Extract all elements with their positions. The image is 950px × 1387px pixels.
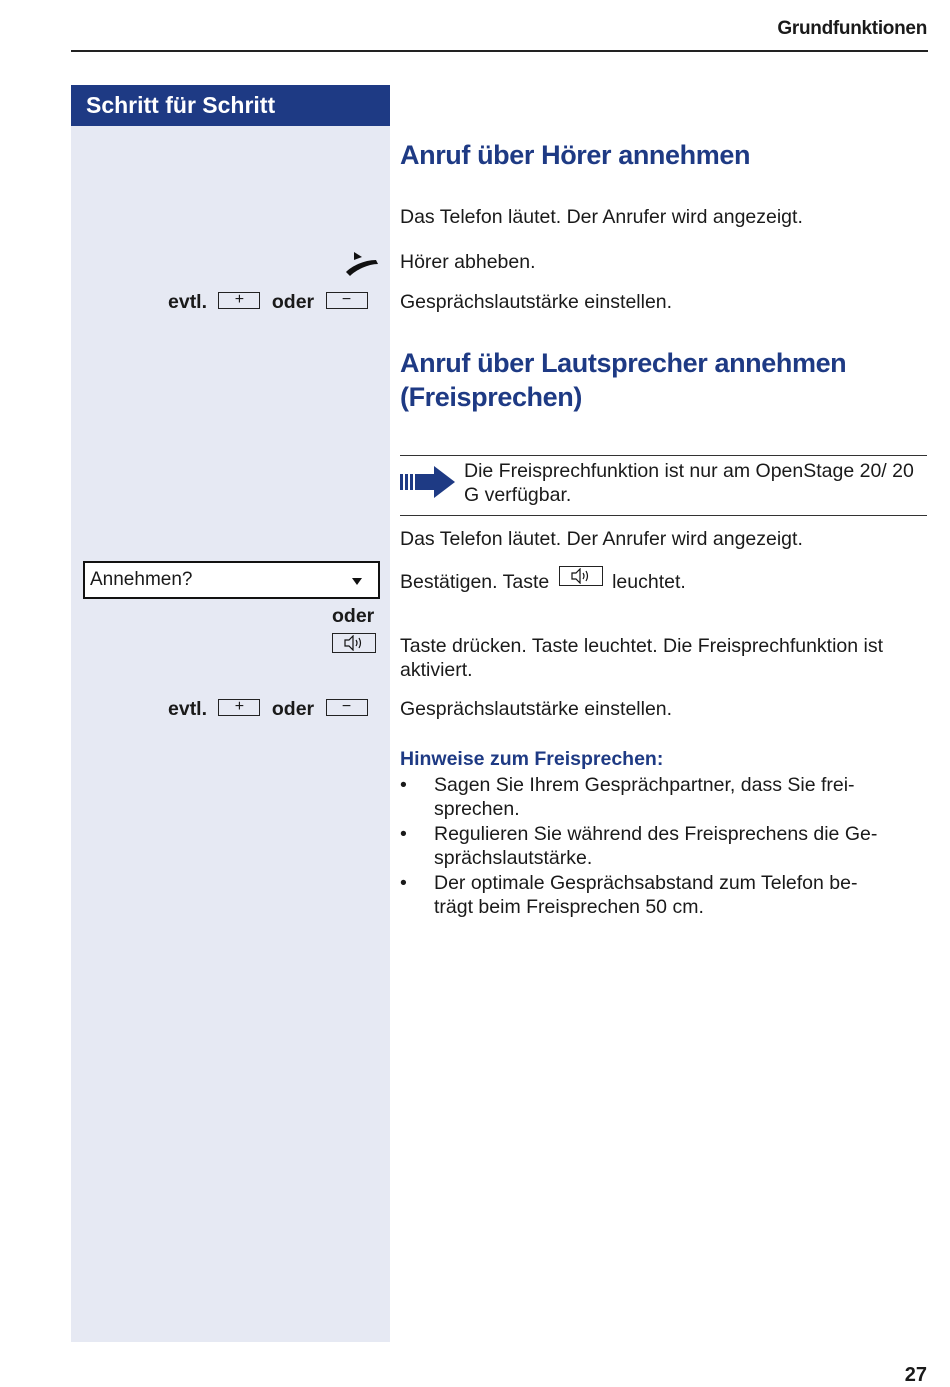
section-heading-speaker-line2: (Freisprechen) (400, 382, 582, 412)
bullet: • (400, 872, 407, 894)
note-arrow-icon (400, 464, 456, 505)
speaker-press-line1: Taste drücken. Taste leuchtet. Die Freisprechfunktion ist (400, 635, 884, 657)
volume-minus-key[interactable]: − (326, 699, 368, 716)
note-text: Die Freisprechfunktion ist nur am OpenStage 20/ 20 G verfügbar. (464, 460, 914, 506)
hint-item (400, 773, 930, 821)
section-heading-handset: Anruf über Hörer annehmen (400, 140, 751, 170)
volume-plus-key[interactable]: + (218, 292, 260, 309)
speaker-press-text (400, 634, 930, 682)
hint-line: sprächslautstärke. (434, 847, 593, 869)
hint-line: Regulieren Sie während des Freisprechens die Ge- (434, 823, 878, 845)
speaker-volume-text: Gesprächslautstärke einstellen. (400, 698, 673, 720)
page-number: 27 (904, 1364, 927, 1386)
oder-label: oder (271, 291, 315, 313)
hint-line: sprechen. (434, 798, 520, 820)
volume-minus-key[interactable]: − (326, 292, 368, 309)
handset-intro-text: Das Telefon läutet. Der Anrufer wird angezeigt. (400, 206, 803, 228)
section-heading-speaker-line1: Anruf über Lautsprecher annehmen (400, 348, 847, 378)
sidebar-title: Schritt für Schritt (71, 85, 390, 126)
speaker-key-inline (559, 566, 603, 586)
hint-item (400, 822, 930, 870)
bullet: • (400, 774, 407, 796)
speaker-icon (332, 633, 376, 653)
volume-plus-key[interactable]: + (218, 699, 260, 716)
speaker-press-line2: aktiviert. (400, 659, 473, 681)
note-top-rule (400, 455, 927, 456)
oder-label-standalone: oder (332, 605, 375, 627)
evtl-label: evtl. (168, 698, 208, 720)
confirm-line (400, 566, 686, 594)
speaker-key-button[interactable] (332, 633, 376, 660)
hint-line: trägt beim Freisprechen 50 cm. (434, 896, 704, 918)
display-option-annehmen[interactable] (83, 561, 380, 599)
hint-line: Der optimale Gesprächsabstand zum Telefon be- (434, 872, 858, 894)
header-rule (71, 50, 928, 52)
bullet: • (400, 823, 407, 845)
note-bottom-rule (400, 515, 927, 516)
dropdown-arrow-icon (352, 578, 362, 585)
evtl-label: evtl. (168, 291, 208, 313)
running-header: Grundfunktionen (777, 18, 927, 39)
volume-keys-row-2 (168, 697, 368, 721)
speaker-intro-text: Das Telefon läutet. Der Anrufer wird angezeigt. (400, 528, 803, 550)
handset-lift-icon (342, 248, 382, 283)
hints-heading: Hinweise zum Freisprechen: (400, 748, 664, 770)
confirm-suffix: leuchtet. (612, 571, 686, 593)
handset-lift-text: Hörer abheben. (400, 251, 536, 273)
confirm-prefix: Bestätigen. Taste (400, 571, 550, 593)
display-option-label: Annehmen? (90, 569, 193, 590)
oder-label: oder (271, 698, 315, 720)
hint-line: Sagen Sie Ihrem Gesprächpartner, dass Sie frei- (434, 774, 855, 796)
handset-volume-text: Gesprächslautstärke einstellen. (400, 291, 673, 313)
hint-item (400, 871, 930, 919)
volume-keys-row-1 (168, 290, 368, 314)
